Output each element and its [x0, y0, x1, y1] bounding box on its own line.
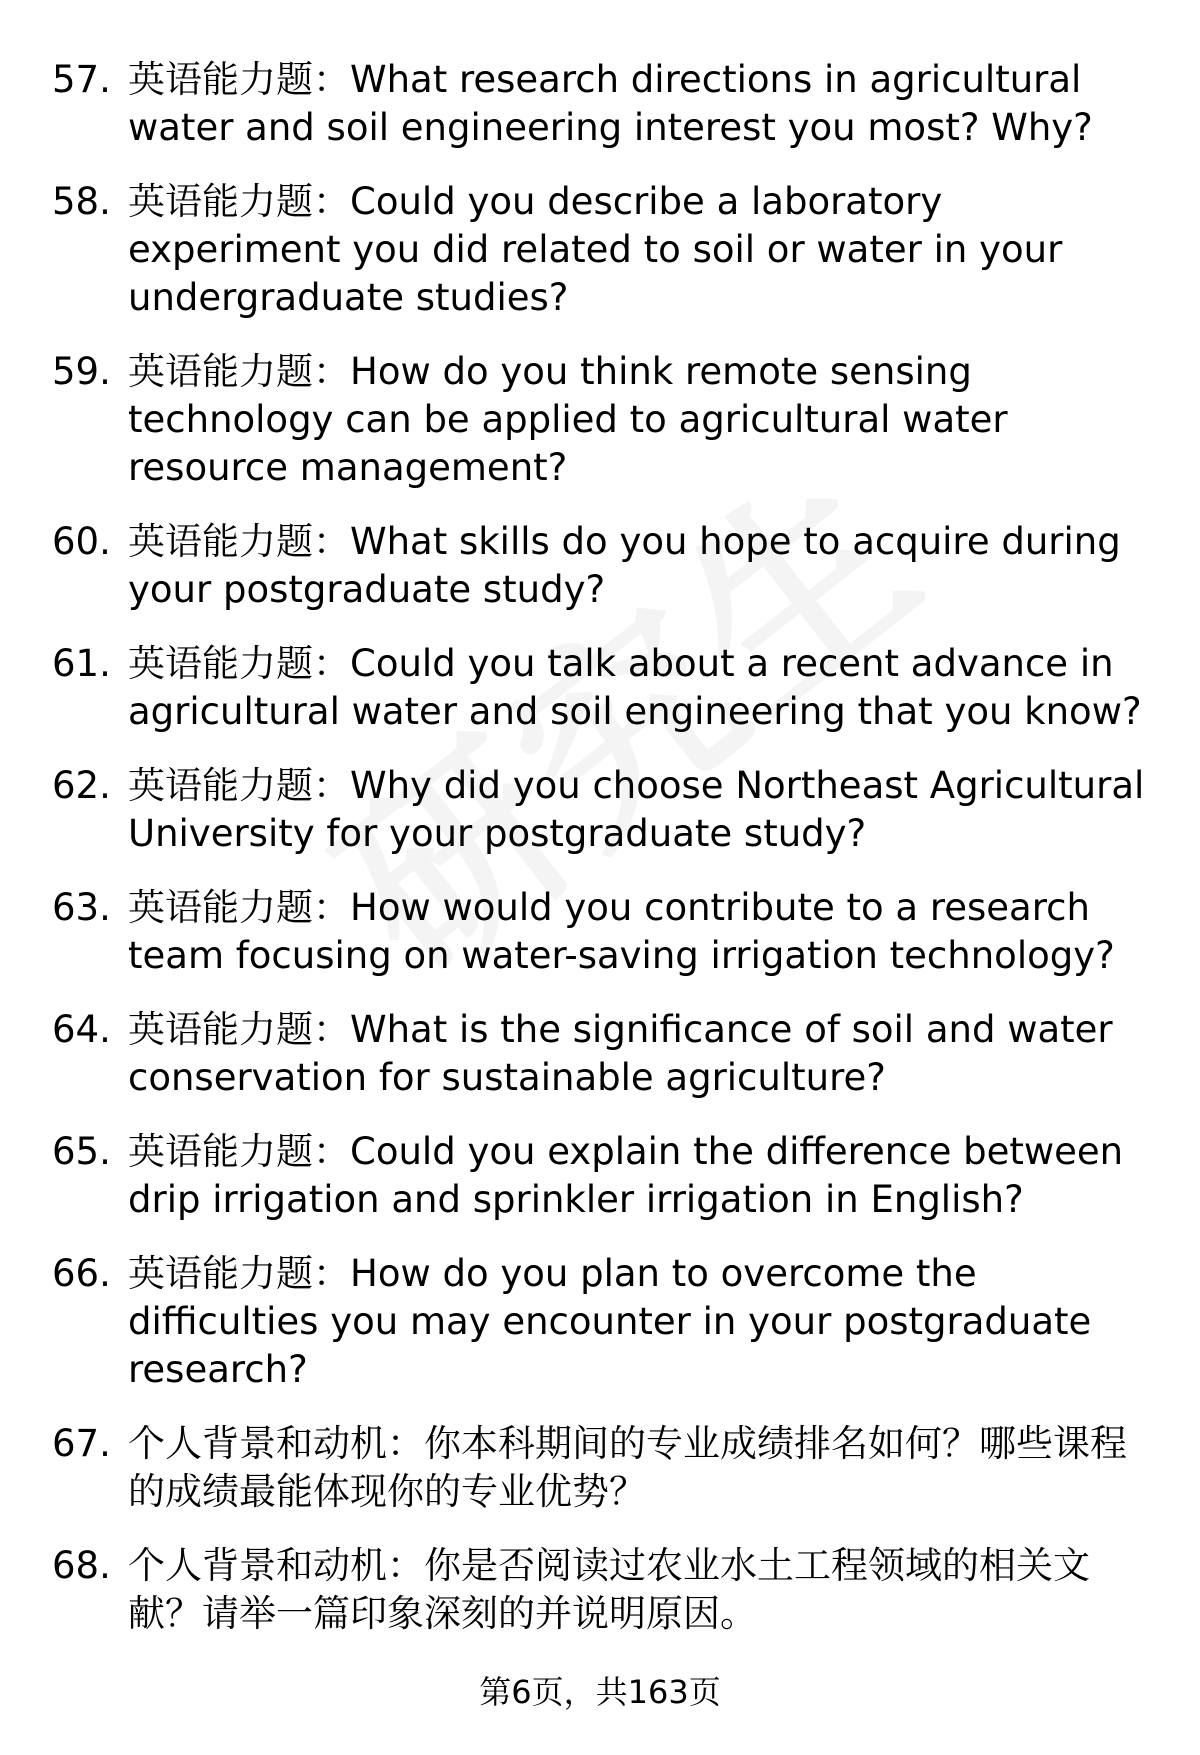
question-text: 英语能力题：How do you plan to overcome the difficulties you may encounter in your postgraduate research?	[128, 1252, 1092, 1391]
question-text: 个人背景和动机：你本科期间的专业成绩排名如何？哪些课程的成绩最能体现你的专业优势？	[128, 1422, 1127, 1513]
question-text: 个人背景和动机：你是否阅读过农业水土工程领域的相关文献？请举一篇印象深刻的并说明原因。	[128, 1544, 1090, 1635]
question-item-67	[0, 1420, 1200, 1516]
question-text: 英语能力题：What research directions in agricultural water and soil engineering interest you most? Why?	[128, 58, 1093, 149]
question-number: 66.	[52, 1252, 111, 1295]
question-text: 英语能力题：What skills do you hope to acquire during your postgraduate study?	[128, 520, 1121, 611]
question-item-63	[0, 884, 1200, 980]
question-text: 英语能力题：Could you explain the difference between drip irrigation and sprinkler irrigation in English?	[128, 1130, 1124, 1221]
question-number: 61.	[52, 642, 111, 685]
question-number: 65.	[52, 1130, 111, 1173]
question-item-59	[0, 348, 1200, 492]
question-item-62	[0, 762, 1200, 858]
question-item-64	[0, 1006, 1200, 1102]
question-text: 英语能力题：Why did you choose Northeast Agricultural University for your postgraduate study?	[128, 764, 1145, 855]
question-text: 英语能力题：How would you contribute to a research team focusing on water-saving irrigation technology?	[128, 886, 1115, 977]
question-text: 英语能力题：Could you talk about a recent advance in agricultural water and soil engineering that you know?	[128, 642, 1142, 733]
question-number: 60.	[52, 520, 111, 563]
question-number: 63.	[52, 886, 111, 929]
question-text: 英语能力题：Could you describe a laboratory experiment you did related to soil or water in your undergraduate studies?	[128, 180, 1063, 319]
page-number-footer: 第6页，共163页	[479, 1673, 721, 1711]
question-item-57	[0, 56, 1200, 152]
question-number: 58.	[52, 180, 111, 223]
question-number: 62.	[52, 764, 111, 807]
question-item-66	[0, 1250, 1200, 1394]
question-list	[0, 56, 1200, 1664]
question-number: 59.	[52, 350, 111, 393]
question-item-65	[0, 1128, 1200, 1224]
question-item-68	[0, 1542, 1200, 1638]
question-text: 英语能力题：How do you think remote sensing technology can be applied to agricultural water resource management?	[128, 350, 1008, 489]
question-number: 64.	[52, 1008, 111, 1051]
question-item-58	[0, 178, 1200, 322]
question-number: 67.	[52, 1422, 111, 1465]
question-text: 英语能力题：What is the significance of soil and water conservation for sustainable agriculture?	[128, 1008, 1113, 1099]
question-number: 68.	[52, 1544, 111, 1587]
question-number: 57.	[52, 58, 111, 101]
question-item-61	[0, 640, 1200, 736]
question-item-60	[0, 518, 1200, 614]
